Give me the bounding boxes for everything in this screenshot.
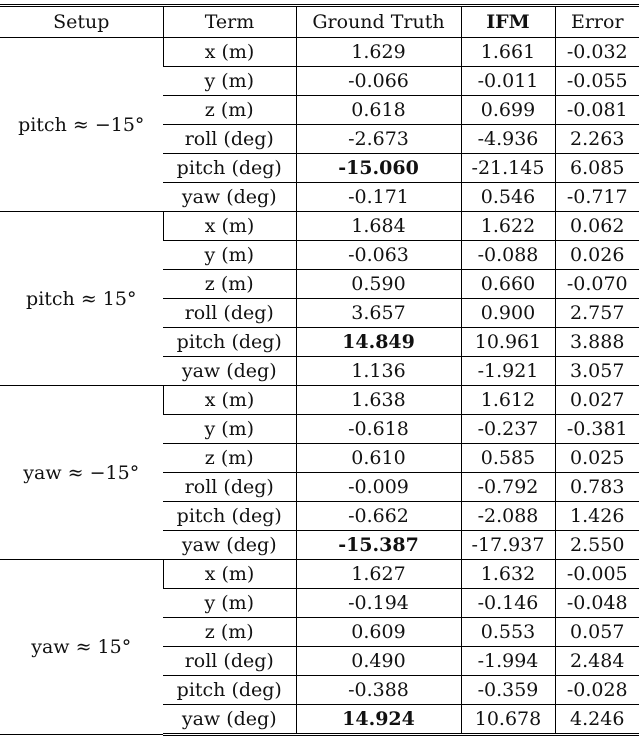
table-header (0, 6, 639, 38)
setup-cell: yaw ≈ 15° (0, 560, 163, 735)
ground-truth-cell (296, 531, 461, 560)
ifm-cell: 10.961 (461, 328, 555, 357)
ground-truth-value-bold: -15.060 (338, 157, 419, 179)
term-cell: x (m) (163, 560, 296, 589)
term-cell: yaw (deg) (163, 531, 296, 560)
error-cell: -0.055 (555, 67, 639, 96)
term-cell: pitch (deg) (163, 328, 296, 357)
table-row (0, 386, 639, 415)
ground-truth-cell: 3.657 (296, 299, 461, 328)
ifm-cell: 1.622 (461, 212, 555, 241)
ground-truth-cell (296, 705, 461, 735)
ground-truth-cell: 0.490 (296, 647, 461, 676)
ground-truth-cell: -0.194 (296, 589, 461, 618)
ground-truth-cell: -0.618 (296, 415, 461, 444)
term-cell: z (m) (163, 96, 296, 125)
ground-truth-cell: 0.609 (296, 618, 461, 647)
error-cell: 2.484 (555, 647, 639, 676)
ground-truth-cell: -0.662 (296, 502, 461, 531)
header-error: Error (555, 6, 639, 38)
error-cell: 0.027 (555, 386, 639, 415)
ground-truth-cell: -0.066 (296, 67, 461, 96)
term-cell: z (m) (163, 444, 296, 473)
ground-truth-value-bold: 14.924 (342, 708, 415, 730)
ifm-cell: -21.145 (461, 154, 555, 183)
ground-truth-cell: -0.171 (296, 183, 461, 212)
ifm-cell: 10.678 (461, 705, 555, 735)
ifm-cell: -2.088 (461, 502, 555, 531)
term-cell: pitch (deg) (163, 676, 296, 705)
term-cell: x (m) (163, 212, 296, 241)
term-cell: roll (deg) (163, 647, 296, 676)
table-row (0, 38, 639, 67)
ground-truth-cell: 0.618 (296, 96, 461, 125)
error-cell: 6.085 (555, 154, 639, 183)
error-cell: 3.057 (555, 357, 639, 386)
ifm-cell: 1.612 (461, 386, 555, 415)
term-cell: pitch (deg) (163, 502, 296, 531)
header-term: Term (163, 6, 296, 38)
error-cell: -0.717 (555, 183, 639, 212)
ground-truth-cell (296, 328, 461, 357)
header-ifm: IFM (461, 6, 555, 38)
table-row (0, 560, 639, 589)
ifm-cell: -1.921 (461, 357, 555, 386)
term-cell: y (m) (163, 241, 296, 270)
ifm-cell: -17.937 (461, 531, 555, 560)
error-cell: 0.783 (555, 473, 639, 502)
setup-cell: pitch ≈ 15° (0, 212, 163, 386)
ground-truth-cell: -0.009 (296, 473, 461, 502)
error-cell: 2.263 (555, 125, 639, 154)
error-cell: -0.381 (555, 415, 639, 444)
term-cell: yaw (deg) (163, 705, 296, 735)
error-cell: 1.426 (555, 502, 639, 531)
term-cell: z (m) (163, 618, 296, 647)
error-cell: 0.026 (555, 241, 639, 270)
error-cell: 3.888 (555, 328, 639, 357)
ground-truth-cell: 0.590 (296, 270, 461, 299)
error-cell: 4.246 (555, 705, 639, 735)
error-cell: 0.062 (555, 212, 639, 241)
table-group (0, 386, 639, 560)
error-cell: -0.081 (555, 96, 639, 125)
ifm-cell: -0.359 (461, 676, 555, 705)
ifm-cell: -0.011 (461, 67, 555, 96)
term-cell: x (m) (163, 38, 296, 67)
error-cell: -0.005 (555, 560, 639, 589)
ifm-cell: 0.585 (461, 444, 555, 473)
ifm-cell: 0.900 (461, 299, 555, 328)
term-cell: yaw (deg) (163, 183, 296, 212)
term-cell: x (m) (163, 386, 296, 415)
setup-cell: yaw ≈ −15° (0, 386, 163, 560)
table-group (0, 38, 639, 212)
ground-truth-cell: 1.627 (296, 560, 461, 589)
ground-truth-value-bold: 14.849 (342, 331, 415, 353)
ifm-cell: -0.146 (461, 589, 555, 618)
error-cell: -0.048 (555, 589, 639, 618)
results-table (0, 4, 639, 736)
term-cell: yaw (deg) (163, 357, 296, 386)
ifm-cell: -0.088 (461, 241, 555, 270)
header-setup: Setup (0, 6, 163, 38)
ifm-cell: 0.546 (461, 183, 555, 212)
table-group (0, 560, 639, 735)
ground-truth-value-bold: -15.387 (338, 534, 419, 556)
setup-cell: pitch ≈ −15° (0, 38, 163, 212)
term-cell: z (m) (163, 270, 296, 299)
term-cell: roll (deg) (163, 125, 296, 154)
term-cell: y (m) (163, 589, 296, 618)
ifm-cell: 0.660 (461, 270, 555, 299)
error-cell: 2.550 (555, 531, 639, 560)
error-cell: 0.025 (555, 444, 639, 473)
table-group (0, 212, 639, 386)
table-row (0, 212, 639, 241)
header-row (0, 6, 639, 38)
ground-truth-cell: 1.136 (296, 357, 461, 386)
error-cell: -0.070 (555, 270, 639, 299)
ground-truth-cell: 1.684 (296, 212, 461, 241)
ifm-cell: -0.792 (461, 473, 555, 502)
ground-truth-cell: 1.629 (296, 38, 461, 67)
header-ground-truth: Ground Truth (296, 6, 461, 38)
ifm-cell: -0.237 (461, 415, 555, 444)
term-cell: y (m) (163, 415, 296, 444)
ground-truth-cell: -2.673 (296, 125, 461, 154)
ifm-cell: 0.699 (461, 96, 555, 125)
ifm-cell: -1.994 (461, 647, 555, 676)
ifm-cell: 1.661 (461, 38, 555, 67)
term-cell: roll (deg) (163, 299, 296, 328)
term-cell: y (m) (163, 67, 296, 96)
term-cell: pitch (deg) (163, 154, 296, 183)
ground-truth-cell: -0.063 (296, 241, 461, 270)
term-cell: roll (deg) (163, 473, 296, 502)
error-cell: -0.028 (555, 676, 639, 705)
ifm-cell: 1.632 (461, 560, 555, 589)
ground-truth-cell: 0.610 (296, 444, 461, 473)
error-cell: 2.757 (555, 299, 639, 328)
ground-truth-cell: -0.388 (296, 676, 461, 705)
ground-truth-cell (296, 154, 461, 183)
error-cell: -0.032 (555, 38, 639, 67)
ifm-cell: -4.936 (461, 125, 555, 154)
ifm-cell: 0.553 (461, 618, 555, 647)
error-cell: 0.057 (555, 618, 639, 647)
ground-truth-cell: 1.638 (296, 386, 461, 415)
